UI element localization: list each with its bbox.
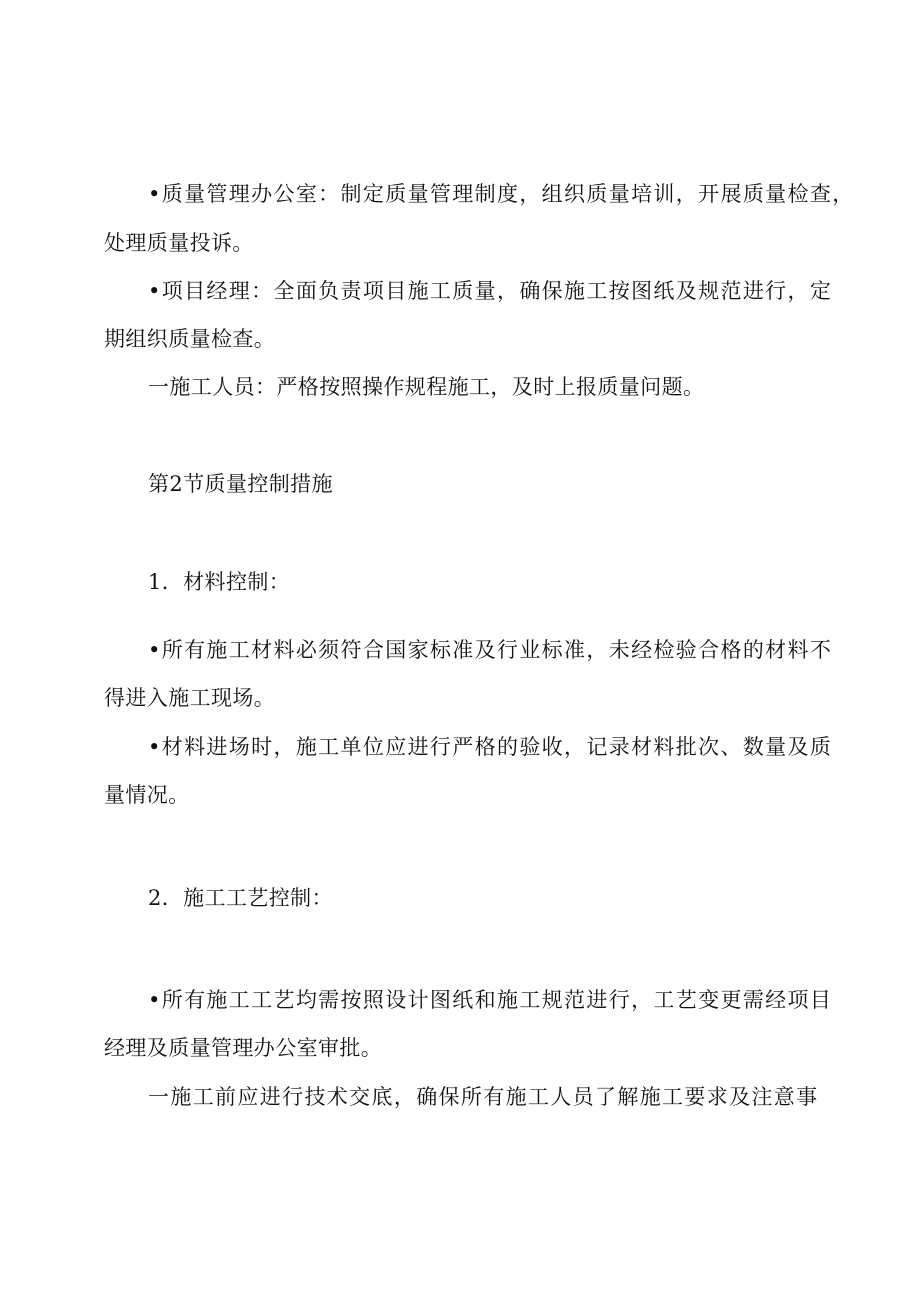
materials-item-2-line-1: •材料进场时，施工单位应进行严格的验收，记录材料批次、数量及质 — [148, 735, 833, 759]
materials-item-1-line-1: •所有施工材料必须符合国家标准及行业标准，未经检验合格的材料不 — [148, 638, 833, 662]
materials-item-2-line-2: 量情况。 — [104, 783, 190, 807]
paragraph-quality-office-line-1: •质量管理办公室：制定质量管理制度，组织质量培训，开展质量检查， — [148, 182, 855, 206]
subsection-2-heading: 2．施工工艺控制： — [148, 886, 333, 910]
paragraph-construction-staff: 一施工人员：严格按照操作规程施工，及时上报质量问题。 — [148, 375, 705, 399]
section-heading: 第2节质量控制措施 — [148, 472, 333, 496]
paragraph-quality-office-line-2: 处理质量投诉。 — [104, 231, 254, 255]
process-item-1-line-1: •所有施工工艺均需按照设计图纸和施工规范进行，工艺变更需经项目 — [148, 988, 833, 1012]
paragraph-project-manager-line-1: •项目经理：全面负责项目施工质量，确保施工按图纸及规范进行，定 — [148, 279, 833, 303]
process-item-2-line-1: 一施工前应进行技术交底，确保所有施工人员了解施工要求及注意事 — [148, 1085, 819, 1109]
process-item-1-line-2: 经理及质量管理办公室审批。 — [104, 1036, 383, 1060]
paragraph-project-manager-line-2: 期组织质量检查。 — [104, 327, 276, 351]
subsection-1-heading: 1．材料控制： — [148, 570, 291, 594]
materials-item-1-line-2: 得进入施工现场。 — [104, 686, 276, 710]
